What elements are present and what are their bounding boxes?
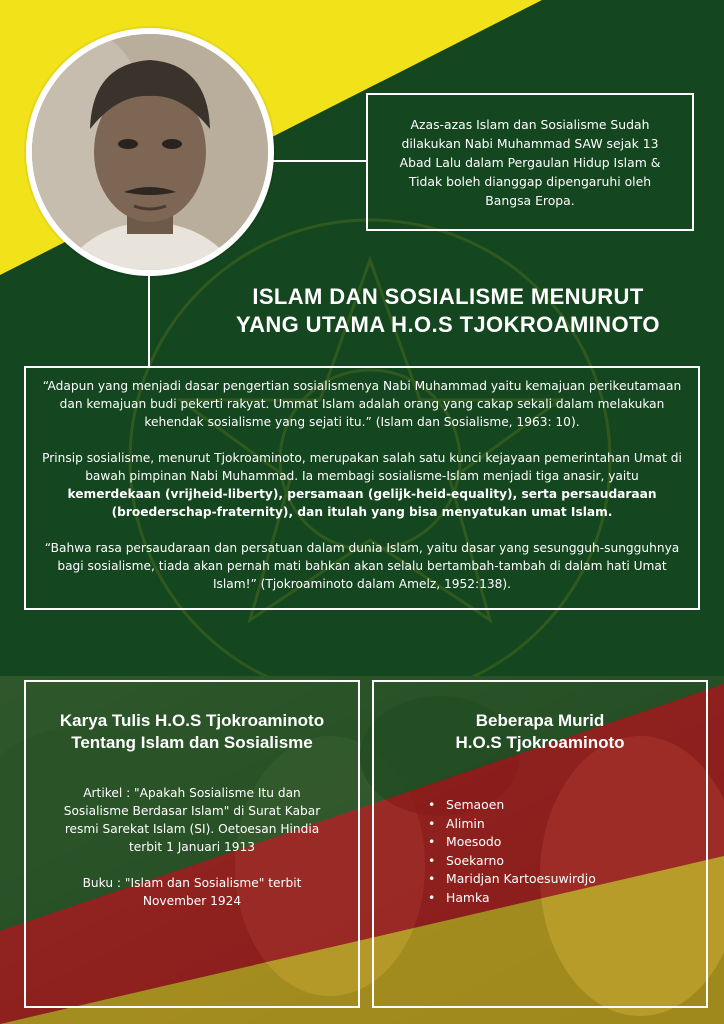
top-quote-text: Azas-azas Islam dan Sosialisme Sudah dilakukan Nabi Muhammad SAW sejak 13 Abad Lalu dalam Pergaulan Hidup Islam & Tidak boleh dianggap dipengaruhi oleh Bangsa Eropa. [399, 116, 661, 208]
works-heading [26, 710, 358, 754]
main-text-box [24, 366, 700, 610]
connector-line-vertical [148, 272, 150, 368]
page-title [190, 283, 706, 339]
main-paragraph-1: “Adapun yang menjadi dasar pengertian sosialismenya Nabi Muhammad yaitu kemajuan perikeutamaan dan kemajuan budi pekerti rakyat. Ummat Islam adalah orang yang cakap sekali dalam melakukan kehendak sosialisme yang sejati itu.” (Islam dan Sosialisme, 1963: 10). [42, 379, 682, 429]
list-item: • Alimin [428, 815, 596, 834]
list-item: • Semaoen [428, 796, 596, 815]
list-item: • Hamka [428, 889, 596, 908]
works-heading-line-1: Karya Tulis H.O.S Tjokroaminoto [59, 711, 325, 730]
top-quote-box [366, 93, 694, 231]
portrait-icon [32, 34, 268, 270]
works-card [24, 680, 360, 1008]
main-paragraph-2-bold: kemerdekaan (vrijheid-liberty), persamaan (gelijk-heid-equality), serta persaudaraan (broederschap-fraternity), dan itulah yang bisa menyatukan umat Islam. [67, 487, 657, 519]
students-heading-line-2: H.O.S Tjokroaminoto [455, 733, 625, 752]
works-heading-line-2: Tentang Islam dan Sosialisme [71, 733, 313, 752]
portrait-frame [26, 28, 274, 276]
students-heading-line-1: Beberapa Murid [475, 711, 605, 730]
students-heading [374, 710, 706, 754]
list-item: • Soekarno [428, 852, 596, 871]
students-list [428, 796, 596, 907]
connector-line-horizontal [266, 160, 366, 162]
title-line-1: ISLAM DAN SOSIALISME MENURUT [252, 284, 644, 309]
list-item: • Moesodo [428, 833, 596, 852]
main-paragraph-3: “Bahwa rasa persaudaraan dan persatuan dalam dunia Islam, yaitu dasar yang sesungguh-sungguhnya bagi sosialisme, tiada akan pernah mati bahkan akan selalu bertambah-tambah di dalam hati Umat Islam!” (Tjokroaminoto dalam Amelz, 1952:138). [44, 541, 680, 591]
works-body [56, 784, 328, 928]
list-item: • Maridjan Kartoesuwirdjo [428, 870, 596, 889]
students-card [372, 680, 708, 1008]
title-line-2: YANG UTAMA H.O.S TJOKROAMINOTO [236, 312, 660, 337]
works-article: Artikel : "Apakah Sosialisme Itu dan Sosialisme Berdasar Islam" di Surat Kabar resmi Sarekat Islam (SI). Oetoesan Hindia terbit 1 Januari 1913 [63, 786, 321, 854]
main-paragraph-2 [40, 449, 684, 521]
main-paragraph-2-text: Prinsip sosialisme, menurut Tjokroaminoto, merupakan salah satu kunci kejayaan pemerintahan Umat di bawah pimpinan Nabi Muhammad. Ia membagi sosialisme-Islam menjadi tiga anasir, yaitu [42, 451, 682, 483]
portrait-photo [32, 34, 268, 270]
works-book: Buku : "Islam dan Sosialisme" terbit November 1924 [82, 876, 302, 908]
